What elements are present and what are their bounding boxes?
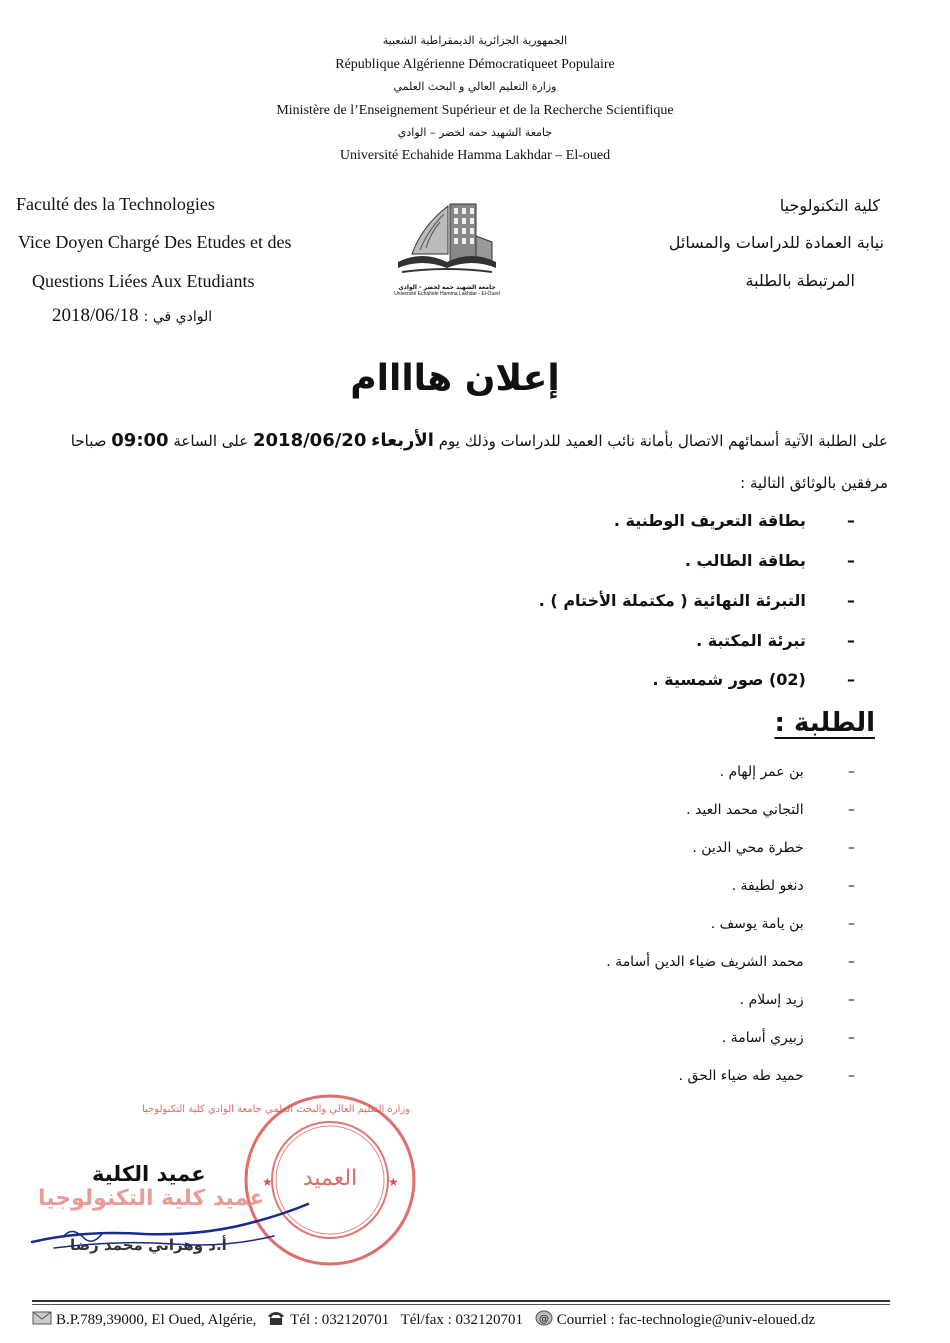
- vice-dean-line-1: Vice Doyen Chargé Des Etudes et des: [18, 232, 292, 252]
- announcement-intro: [71, 430, 888, 451]
- student-item: – زبيري أسامة .: [721, 1030, 855, 1046]
- footer-rule: [32, 1304, 890, 1305]
- intro-at: على الساعة: [173, 432, 249, 450]
- footer-telfax: Tél/fax : 032120701: [400, 1311, 524, 1328]
- dean-name: أ.د وهراني محمد رضا: [70, 1236, 227, 1254]
- university-ar: جامعة الشهيد حمه لخضر – الوادي: [397, 126, 553, 139]
- announcement-title: إعلان هاااام: [350, 358, 560, 399]
- round-stamp-outer-text: وزارة التعليم العالي والبحث العلمي جامعة الوادي كلية التكنولوجيا: [142, 1104, 410, 1115]
- footer: [32, 1310, 892, 1331]
- footer-rule: [32, 1300, 890, 1302]
- student-item: – خطرة محي الدين .: [692, 840, 855, 856]
- round-stamp-center-text: العميد: [302, 1166, 358, 1191]
- student-item: – حميد طه ضياء الحق .: [678, 1068, 855, 1084]
- intro-morning: صباحا: [70, 432, 107, 450]
- student-item: – التجاني محمد العيد .: [686, 802, 855, 818]
- document-item: – بطاقة التعريف الوطنية .: [613, 511, 855, 530]
- svg-text:@: @: [538, 1314, 549, 1325]
- faculty-fr: Faculté des la Technologies: [16, 194, 215, 214]
- deanship-line-1: نيابة العمادة للدراسات والمسائل: [668, 233, 884, 252]
- vice-dean-line-2: Questions Liées Aux Etudiants: [32, 271, 255, 291]
- intro-time: 09:00: [111, 430, 169, 451]
- svg-text:★: ★: [262, 1175, 273, 1189]
- student-item: – محمد الشريف ضياء الدين أسامة .: [606, 954, 855, 970]
- university-fr: Université Echahide Hamma Lakhdar – El-oued: [339, 148, 611, 163]
- student-item: – بن يامة يوسف .: [710, 916, 855, 932]
- ministry-ar: وزارة التعليم العالي و البحث العلمي: [393, 80, 557, 93]
- document-item: – (02) صور شمسية .: [652, 670, 855, 689]
- document-item: – تبرئة المكتبة .: [696, 631, 855, 650]
- handwritten-signature-icon: [24, 1196, 324, 1266]
- telephone-icon: [266, 1310, 286, 1331]
- svg-text:★: ★: [388, 1175, 399, 1189]
- ministry-fr: Ministère de l’Enseignement Supérieur et de la Recherche Scientifique: [276, 103, 674, 118]
- footer-tel: Tél : 032120701: [290, 1311, 390, 1328]
- intro-text: على الطلبة الآتية أسمائهم الاتصال بأمانة نائب العميد للدراسات وذلك يوم: [438, 432, 888, 450]
- footer-address: B.P.789,39000, El Oued, Algérie,: [56, 1311, 257, 1328]
- document-item: – التبرئة النهائية ( مكتملة الأختام ) .: [538, 591, 855, 610]
- intro-day: الأربعاء: [371, 430, 434, 451]
- republic-fr: République Algérienne Démocratiqueet Populaire: [335, 57, 615, 72]
- footer-email: Courriel : fac-technologie@univ-eloued.dz: [556, 1311, 816, 1328]
- student-item: – دنغو لطيفة .: [731, 878, 855, 894]
- university-building-icon: [392, 196, 502, 280]
- envelope-icon: [32, 1311, 52, 1330]
- email-icon: [535, 1310, 553, 1331]
- students-heading: الطلبة :: [774, 708, 875, 738]
- date-prefix: الوادي في :: [143, 309, 213, 325]
- dean-title: عميد الكلية: [92, 1162, 206, 1186]
- faculty-ar: كلية التكنولوجيا: [779, 196, 880, 215]
- student-item: – زيد إسلام .: [739, 992, 855, 1008]
- faculty-dean-stamp: عميد كلية التكنولوجيا: [38, 1186, 265, 1211]
- intro-date: 2018/06/20: [253, 430, 367, 451]
- student-item: – بن عمر إلهام .: [719, 764, 855, 780]
- date-value: 2018/06/18: [52, 305, 139, 326]
- republic-ar: الجمهورية الجزائرية الديمقراطية الشعبية: [382, 34, 568, 47]
- date-line: [52, 305, 212, 327]
- intro-line-2: مرفقين بالوثائق التالية :: [740, 474, 888, 492]
- deanship-line-2: المرتبطة بالطلبة: [745, 271, 855, 290]
- document-item: – بطاقة الطالب .: [684, 551, 855, 570]
- logo-caption-ar: جامعة الشهيد حمه لخضر - الوادي: [398, 284, 496, 291]
- logo-caption-fr: Université Echahide Hamma Lakhdar - El-Oued: [394, 291, 500, 297]
- university-logo: [392, 196, 502, 298]
